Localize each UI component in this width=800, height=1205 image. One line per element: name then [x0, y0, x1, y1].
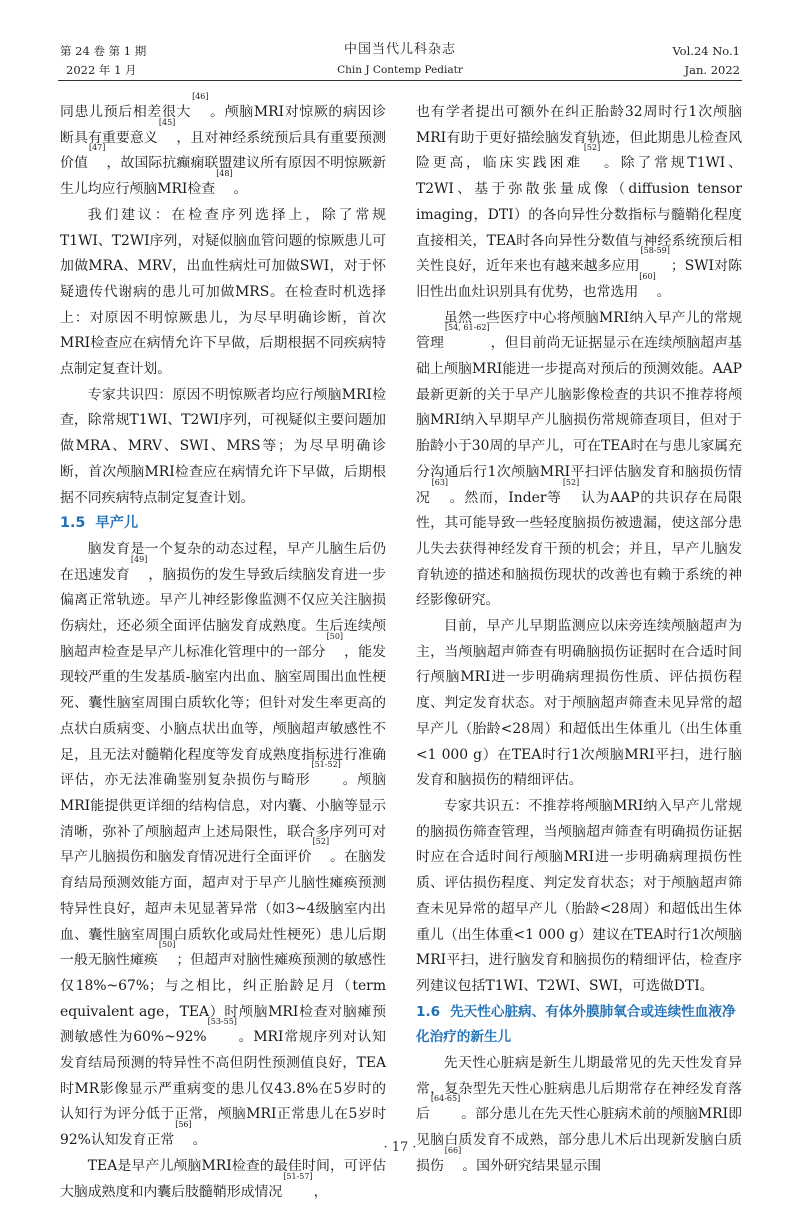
right-column [416, 100, 742, 1180]
paragraph: 脑发育是一个复杂的动态过程，早产儿脑生后仍在迅速发育[49]，脑损伤的发生导致后续脑发育进一步偏离正常轨迹。早产儿神经影像监测不仅应关注脑损伤病灶，还必须全面评估脑发育成熟度。生后连续颅脑超声检查是早产儿标准化管理中的一部分[50]，能发现较严重的生发基质-脑室内出血、脑室周围出血性梗死、囊性脑室周围白质软化等；但针对发生率更高的点状白质病变、小脑点状出血等，颅脑超声敏感性不足，且无法对髓鞘化程度等发育成熟度指标进行准确评估，亦无法准确鉴别复杂损伤与畸形[51-52]。颅脑MRI能提供更详细的结构信息，对内囊、小脑等显示清晰，弥补了颅脑超声上述局限性，联合多序列可对早产儿脑损伤和脑发育情况进行全面评价[52]。在脑发育结局预测效能方面，超声对于早产儿脑性瘫痪预测特异性良好，超声未见显著异常（如3~4级脑室内出血、囊性脑室周围白质软化或局灶性梗死）患儿后期一般无脑性瘫痪[50]；但超声对脑性瘫痪预测的敏感性仅18%~67%；与之相比，纠正胎龄足月（term equivalent age，TEA）时颅脑MRI检查对脑瘫预测敏感性为60%~92%[53-55]。MRI常规序列对认知发育结局预测的特异性不高但阴性预测值良好，TEA时MR影像显示严重病变的患儿仅43.8%在5岁时的认知行为评分低于正常，颅脑MRI正常患儿在5岁时92%认知发育正常[56]。 [60, 540, 386, 1149]
paragraph: 也有学者提出可额外在纠正胎龄32周时行1次颅脑MRI有助于更好描绘脑发育轨迹，但此期患儿检查风险更高，临床实践困难[52]。除了常规T1WI、T2WI、基于弥散张量成像（diffusion tensor imaging，DTI）的各向异性分数指标与髓鞘化程度直接相关，TEA时各向异性分数值与神经系统预后相关性良好，近年来也有越来越多应用[58-59]；SWI对陈旧性出血灶识别具有优势，也常选用[60]。 [416, 104, 742, 300]
section-heading-1-6: 1.6 先天性心脏病、有体外膜肺氧合或连续性血液净化治疗的新生儿 [416, 1003, 736, 1046]
consensus-four: 专家共识四：原因不明惊厥者均应行颅脑MRI检查，除常规T1WI、T2WI序列，可视疑似主要问题加做MRA、MRV、SWI、MRS等；为尽早明确诊断，首次颅脑MRI检查应在病情允许下早做，后期根据不同疾病特点制定复查计划。 [60, 386, 386, 506]
journal-title-en: Chin J Contemp Pediatr [337, 64, 463, 76]
paragraph: 虽然一些医疗中心将颅脑MRI纳入早产儿的常规管理[54, 61-62]，但目前尚无证据显示在连续颅脑超声基础上颅脑MRI能进一步提高对预后的预测效能。AAP最新更新的关于早产儿脑影像检查的共识不推荐将颅脑MRI纳入早期早产儿脑损伤常规筛查项目，但对于胎龄小于30周的早产儿，可在TEA时在与患儿家属充分沟通后行1次颅脑MRI平扫评估脑发育和脑损伤情况[63]。然而，Inder等[52]认为AAP的共识存在局限性，其可能导致一些轻度脑损伤被遗漏，使这部分患儿失去获得神经发育干预的机会；并且，早产儿脑发育轨迹的描述和脑损伤现状的改善也有赖于系统的神经影像研究。 [416, 309, 742, 609]
header-rule [58, 80, 742, 81]
paragraph: 同患儿预后相差很大[46]。颅脑MRI对惊厥的病因诊断具有重要意义[45]，且对神经系统预后具有重要预测价值[47]，故国际抗癫痫联盟建议所有原因不明惊厥新生儿均应行颅脑MRI检查[48]。 [60, 92, 386, 198]
header-volume: 第 24 卷 第 1 期 [60, 44, 147, 58]
page-number: · 17 · [383, 1140, 417, 1155]
paragraph: 先天性心脏病是新生儿期最常见的先天性发育异常，复杂型先天性心脏病患儿后期常存在神经发育落后[64-65]。部分患儿在先天性心脏病术前的颅脑MRI即见脑白质发育不成熟，部分患儿术后出现新发脑白质损伤[66]。国外研究结果显示围 [416, 1055, 742, 1174]
left-column [60, 92, 386, 1205]
paragraph: TEA是早产儿颅脑MRI检查的最佳时间，可评估大脑成熟度和内囊后肢髓鞘形成情况[51-57]， [60, 1157, 386, 1200]
paragraph: 我们建议：在检查序列选择上，除了常规T1WI、T2WI序列，对疑似脑血管问题的惊厥患儿可加做MRA、MRV，出血性病灶可加做SWI，对于怀疑遗传代谢病的患儿可加做MRS。在检查时机选择上：对原因不明惊厥患儿，为尽早明确诊断，首次MRI检查应在病情允许下早做，后期根据不同疾病特点制定复查计划。 [60, 206, 386, 378]
journal-title-cn: 中国当代儿科杂志 [343, 42, 456, 57]
header-date-cn: 2022 年 1 月 [66, 63, 137, 77]
header-date-en: Jan. 2022 [684, 63, 740, 77]
consensus-five: 专家共识五：不推荐将颅脑MRI纳入早产儿常规的脑损伤筛查管理，当颅脑超声筛查有明确损伤证据时应在合适时间行颅脑MRI进一步明确病理损伤性质、评估损伤程度、判定发育状态；对于颅脑超声筛查未见异常的超早产儿（胎龄<28周）和超低出生体重儿（出生体重<1 000 g）建议在TEA时行1次颅脑MRI平扫，进行脑发育和脑损伤的精细评估，检查序列建议包括T1WI、T2WI、SWI，可选做DTI。 [416, 797, 742, 994]
section-heading-1-5: 1.5 早产儿 [60, 515, 139, 532]
paragraph: 目前，早产儿早期监测应以床旁连续颅脑超声为主，当颅脑超声筛查有明确脑损伤证据时在合适时间行颅脑MRI进一步明确病理损伤性质、评估损伤程度、判定发育状态。对于颅脑超声筛查未见异常的超早产儿（胎龄<28周）和超低出生体重儿（出生体重<1 000 g）在TEA时行1次颅脑MRI平扫，进行脑发育和脑损伤的精细评估。 [416, 618, 742, 789]
header-volume-en: Vol.24 No.1 [672, 44, 740, 58]
